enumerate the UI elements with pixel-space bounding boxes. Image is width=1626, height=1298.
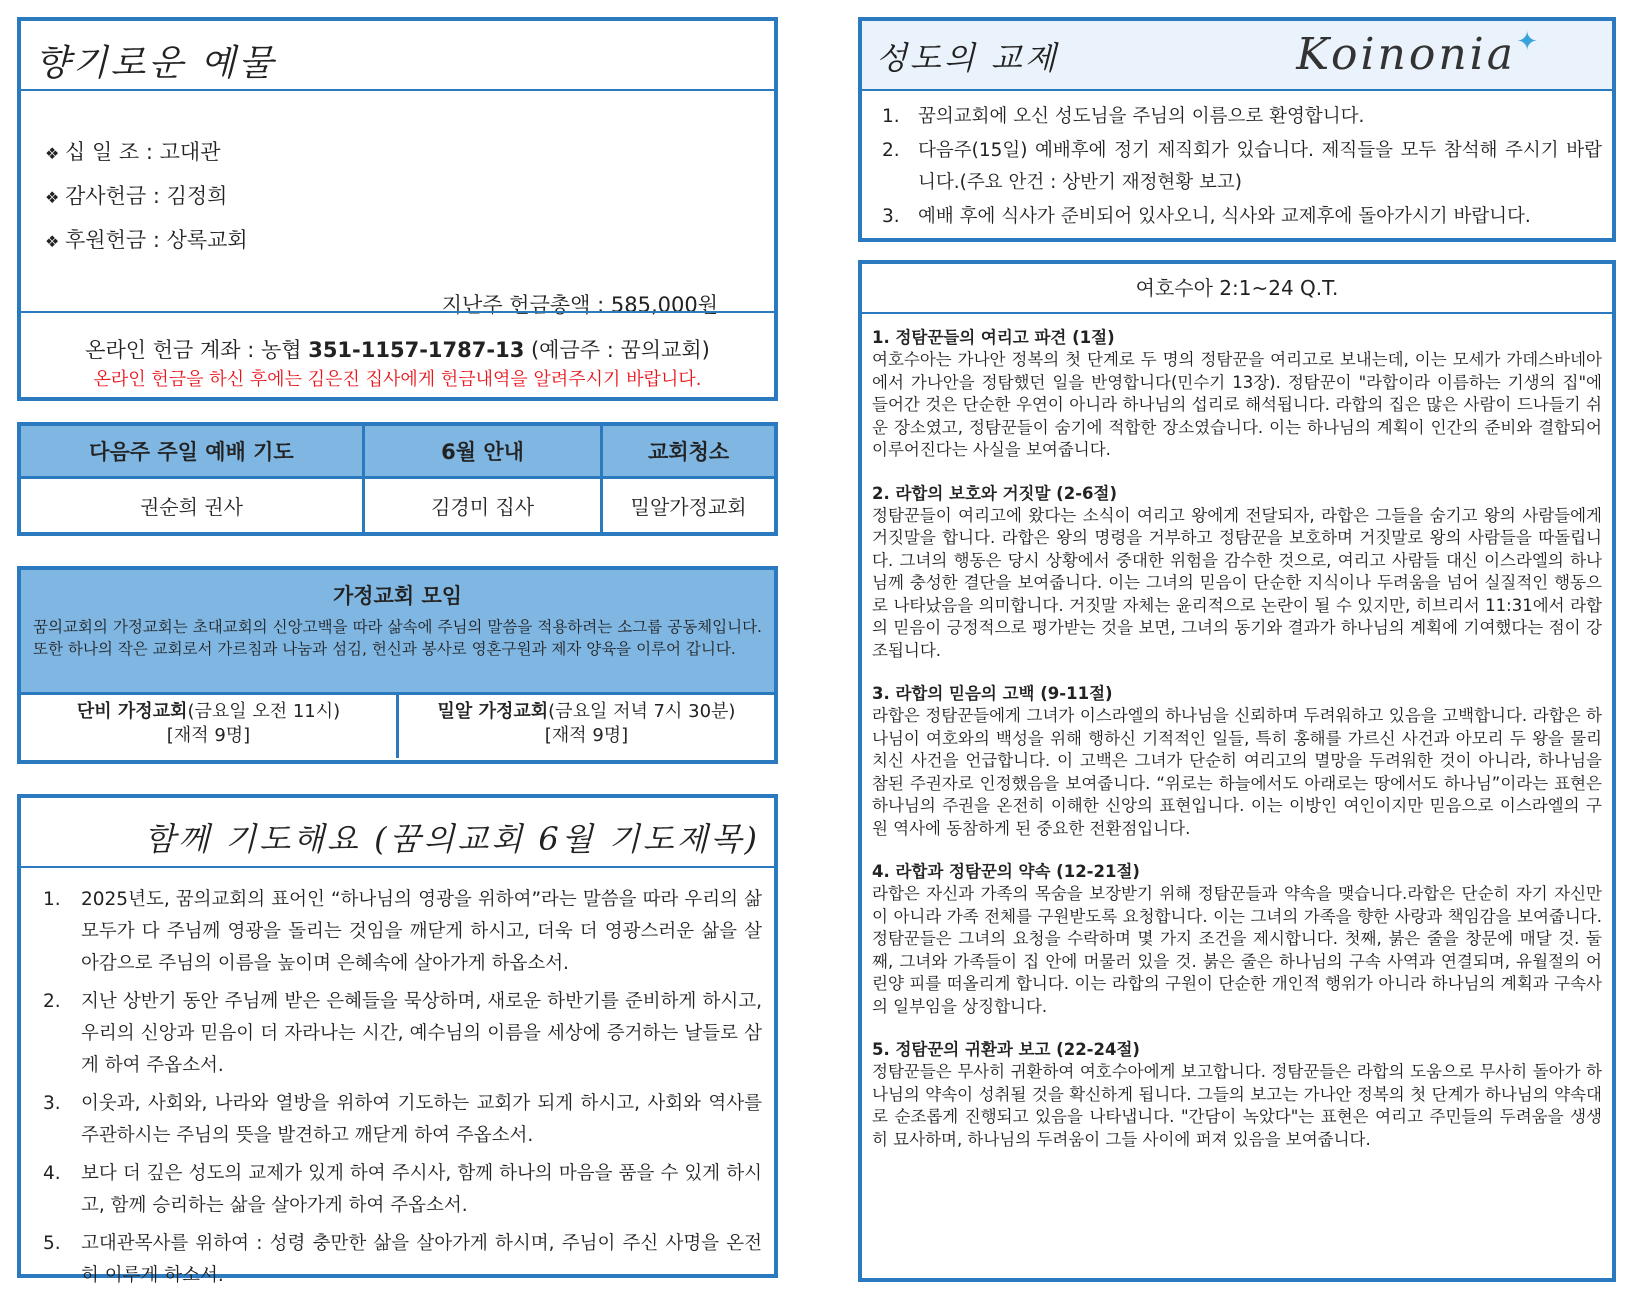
list-item: 3. 예배 후에 식사가 준비되어 있사오니, 식사와 교제후에 돌아가시기 바랍니다. — [882, 206, 1531, 227]
qt-section-heading: 2. 라합의 보호와 거짓말 (2-6절) — [872, 483, 1118, 503]
house-church-description: 꿈의교회의 가정교회는 초대교회의 신앙고백을 따라 삶속에 주님의 말씀을 적용하려는 소그룹 공동체입니다. 또한 하나의 작은 교회로서 가르침과 나눔과 섬김, 헌신과 봉사로 영혼구원과 제자 양육을 이루어 갑니다. — [33, 618, 762, 658]
list-item: 1. 꿈의교회에 오신 성도님을 주님의 이름으로 환영합니다. — [882, 106, 1365, 127]
house-church-group: 단비 가정교회(금요일 오전 11시) [재적 9명] — [76, 701, 341, 746]
duty-table — [17, 422, 778, 536]
qt-panel — [858, 260, 1616, 1282]
offering-list — [45, 131, 248, 263]
offering-panel — [17, 17, 778, 401]
list-item: ❖ 십 일 조 : 고대관 — [45, 131, 248, 175]
qt-section — [872, 682, 1602, 840]
qt-section-heading: 3. 라합의 믿음의 고백 (9-11절) — [872, 684, 1113, 703]
table-header: 6월 안내 — [363, 426, 601, 478]
fellowship-list — [882, 101, 1602, 235]
qt-section-heading: 1. 정탐꾼들의 여리고 파견 (1절) — [872, 328, 1115, 347]
list-item: 2. 다음주(15일) 예배후에 정기 제직회가 있습니다. 제직들을 모두 참석해 주시기 바랍니다.(주요 안건 : 상반기 재정현황 보고) — [882, 140, 1602, 193]
list-item: 3. 이웃과, 사회와, 나라와 열방을 위하여 기도하는 교회가 되게 하시고, 사회와 역사를 주관하시는 주님의 뜻을 발견하고 깨닫게 하여 주옵소서. — [43, 1093, 762, 1146]
qt-section-text: 라합은 자신과 가족의 목숨을 보장받기 위해 정탐꾼들과 약속을 맺습니다.라합은 단순히 자기 자신만이 아니라 가족 전체를 구원받도록 요청합니다. 이는 그녀의 가족을 향한 사랑과 책임감을 보여줍니다. 정탐꾼들은 그녀의 요청을 수락하며 몇 가지 조건을 제시합니다. 첫째, 붉은 줄을 창문에 매달 것. 둘째, 그녀와 가족들이 집 안에 머물러 있을 것. 붉은 줄은 하나님의 구속 사역과 연결되며, 유월절의 어린양 피를 떠올리게 합니다. 이는 라합의 구원이 단순한 개인적 행위가 아니라 하나님의 계획과 구속사의 일부임을 상징합니다. — [872, 884, 1602, 1016]
house-church-groups — [21, 695, 774, 758]
sparkle-icon: ✦ — [1516, 27, 1538, 57]
prayer-list — [43, 884, 762, 1298]
prayer-title: 함께 기도해요 (꿈의교회 6월 기도제목) — [144, 820, 760, 858]
fellowship-title: 성도의 교제 — [876, 39, 1059, 77]
qt-section-heading: 5. 정탐꾼의 귀환과 보고 (22-24절) — [872, 1040, 1140, 1059]
qt-section — [872, 860, 1602, 1018]
list-item: 4. 보다 더 깊은 성도의 교제가 있게 하여 주시사, 함께 하나의 마음을 품을 수 있게 하시고, 함께 승리하는 삶을 살아가게 하여 주옵소서. — [43, 1163, 762, 1216]
account-number: 351-1157-1787-13 — [308, 338, 525, 362]
qt-section — [872, 482, 1602, 663]
qt-section — [872, 326, 1602, 462]
table-cell: 김경미 집사 — [363, 478, 601, 533]
qt-section-text: 정탐꾼들은 무사히 귀환하여 여호수아에게 보고합니다. 정탐꾼들은 라합의 도움으로 무사히 돌아가 하나님의 약속이 성취될 것을 확신하게 됩니다. 그들의 보고는 가나안 정복의 첫 단계가 하나님의 약속대로 순조롭게 진행되고 있음을 나타냅니다. "간담이 녹았다"는 표현은 여리고 주민들의 두려움을 생생히 묘사하며, 하나님의 두려움이 그들 사이에 퍼져 있음을 보여줍니다. — [872, 1062, 1602, 1149]
online-account: 온라인 헌금 계좌 : 농협 351-1157-1787-13 (예금주 : 꿈의교회) — [85, 338, 710, 362]
house-church-panel — [17, 566, 778, 764]
koinonia-logo: Koinonia — [1296, 29, 1516, 80]
table-header: 다음주 주일 예배 기도 — [21, 426, 363, 478]
table-header: 교회청소 — [602, 426, 774, 478]
qt-section-text: 라합은 정탐꾼들에게 그녀가 이스라엘의 하나님을 신뢰하며 두려워하고 있음을 고백합니다. 라합은 하나님이 여호와의 백성을 위해 행하신 기적적인 일들, 특히 홍해를 가르신 사건과 아모리 두 왕을 물리치신 사건을 언급합니다. 이 고백은 그녀가 단순히 여리고의 멸망을 두려워한 것이 아니라, 하나님을 참된 주권자로 인정했음을 보여줍니다. “위로는 하늘에서도 아래로는 땅에서도 하나님”이라는 표현은 하나님의 주권을 온전히 이해한 신앙의 표현입니다. 이는 이방인 여인이지만 믿음으로 이스라엘의 구원 역사에 동참하게 된 중요한 전환점입니다. — [872, 706, 1602, 838]
qt-section-text: 여호수아는 가나안 정복의 첫 단계로 두 명의 정탐꾼을 여리고로 보내는데, 이는 모세가 가데스바네아에서 가나안을 정탐했던 일을 반영합니다(민수기 13장). 정탐꾼이 "라합이라 이름하는 기생의 집"에 들어간 것은 단순한 우연이 아니라 하나님의 섭리로 해석됩니다. 라합의 집은 많은 사람이 드나들기 쉬운 장소였고, 정탐꾼들이 숨기에 적합한 장소였습니다. 이는 하나님의 계획이 인간의 준비와 결합되어 이루어진다는 사실을 보여줍니다. — [872, 350, 1602, 459]
offering-total: 지난주 헌금총액 : 585,000원 — [441, 293, 718, 317]
house-church-group: 밀알 가정교회(금요일 저녁 7시 30분) [재적 9명] — [396, 695, 774, 758]
diamond-bullet-icon: ❖ — [45, 232, 60, 251]
list-item: ❖ 후원헌금 : 상록교회 — [45, 219, 248, 263]
diamond-bullet-icon: ❖ — [45, 144, 60, 163]
qt-body — [872, 326, 1602, 1171]
fellowship-header — [862, 21, 1612, 91]
list-item: 1. 2025년도, 꿈의교회의 표어인 “하나님의 영광을 위하여”라는 말씀을 따라 우리의 삶 모두가 다 주님께 영광을 돌리는 것임을 깨닫게 하시고, 더욱 더 영광스러운 삶을 살아감으로 주님의 이름을 높이며 은혜속에 살아가게 하옵소서. — [43, 889, 762, 974]
qt-section-heading: 4. 라합과 정탐꾼의 약속 (12-21절) — [872, 862, 1140, 881]
qt-section — [872, 1038, 1602, 1151]
list-item: 5. 고대관목사를 위하여 : 성령 충만한 삶을 살아가게 하시며, 주님이 주신 사명을 온전히 이루게 하소서. — [43, 1233, 762, 1286]
offering-title: 향기로운 예물 — [35, 43, 277, 84]
divider — [21, 311, 774, 313]
divider — [21, 866, 774, 868]
divider — [21, 89, 774, 91]
qt-section-text: 정탐꾼들이 여리고에 왔다는 소식이 여리고 왕에게 전달되자, 라합은 그들을 숨기고 왕의 사람들에게 거짓말을 합니다. 라합은 왕의 명령을 거부하고 정탐꾼을 보호하며 거짓말로 왕의 사람들을 따돌립니다. 그녀의 행동은 당시 상황에서 중대한 위험을 감수한 것으로, 여리고 사람들 대신 이스라엘의 하나님께 충성한 결단을 보여줍니다. 이는 그녀의 믿음이 단순한 지식이나 두려움을 넘어 실질적인 행동으로 나타났음을 의미합니다. 거짓말 자체는 윤리적으로 논란이 될 수 있지만, 히브리서 11:31에서 라합의 믿음이 긍정적으로 평가받는 것을 보면, 그녀의 동기와 결과가 하나님의 계획에 기여했다는 점이 강조됩니다. — [872, 505, 1602, 660]
house-church-intro — [21, 570, 774, 695]
list-item: ❖ 감사헌금 : 김정희 — [45, 175, 248, 219]
prayer-panel — [17, 794, 778, 1286]
fellowship-panel — [858, 17, 1616, 242]
house-church-title: 가정교회 모임 — [332, 584, 463, 608]
table-cell: 권순희 권사 — [139, 495, 243, 519]
list-item: 2. 지난 상반기 동안 주님께 받은 은혜들을 묵상하며, 새로운 하반기를 준비하게 하시고, 우리의 신앙과 믿음이 더 자라나는 시간, 예수님의 이름을 세상에 증거하는 날들로 삼게 하여 주옵소서. — [43, 991, 762, 1076]
table-cell: 밀알가정교회 — [602, 478, 774, 533]
offering-notice: 온라인 헌금을 하신 후에는 김은진 집사에게 헌금내역을 알려주시기 바랍니다. — [93, 369, 702, 390]
qt-title: 여호수아 2:1~24 Q.T. — [862, 264, 1612, 314]
diamond-bullet-icon: ❖ — [45, 188, 60, 207]
